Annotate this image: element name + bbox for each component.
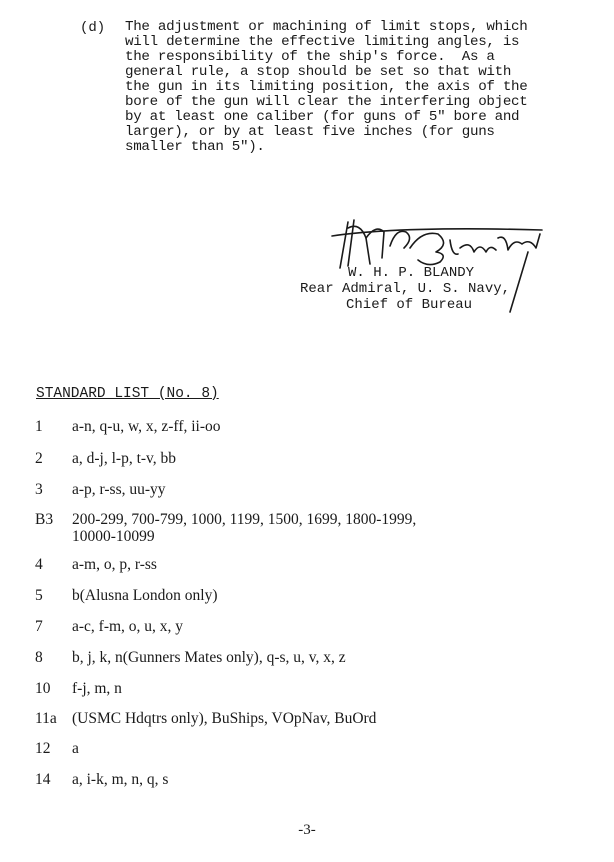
- paragraph-line: the responsibility of the ship's force. As a: [125, 49, 495, 65]
- signatory-office: Chief of Bureau: [346, 297, 473, 313]
- paragraph-line: by at least one caliber (for guns of 5" bore and: [125, 109, 520, 125]
- list-item-value: b, j, k, n(Gunners Mates only), q-s, u, v, x, z: [72, 649, 346, 666]
- paragraph-label: (d): [80, 20, 106, 36]
- list-item: [35, 649, 346, 666]
- signatory-name: W. H. P. BLANDY: [348, 265, 475, 281]
- list-item: [35, 618, 183, 635]
- page-number: -3-: [298, 822, 316, 838]
- paragraph-line: bore of the gun will clear the interfering object: [125, 94, 528, 110]
- paragraph-text: [125, 20, 595, 155]
- list-item-number: 12: [35, 740, 51, 757]
- list-item: [35, 418, 221, 435]
- paragraph-line: general rule, a stop should be set so that with: [125, 64, 512, 80]
- list-item: [35, 771, 168, 788]
- list-item-number: 5: [35, 587, 43, 604]
- list-item-number: 2: [35, 450, 43, 467]
- list-item-value: f-j, m, n: [72, 680, 122, 697]
- list-item-value: a, d-j, l-p, t-v, bb: [72, 450, 177, 467]
- list-item: [35, 556, 157, 573]
- list-item-value: a: [72, 740, 79, 757]
- signatory-title: Rear Admiral, U. S. Navy,: [300, 281, 511, 297]
- paragraph-line: smaller than 5").: [125, 139, 265, 155]
- list-item-number: B3: [35, 511, 54, 528]
- list-item-value: a-c, f-m, o, u, x, y: [72, 618, 184, 635]
- paragraph-line: larger), or by at least five inches (for guns: [125, 124, 495, 140]
- paragraph-line: the gun in its limiting position, the axis of the: [125, 79, 528, 95]
- list-item: [35, 587, 218, 604]
- list-item: [35, 680, 122, 697]
- list-item-number: 8: [35, 649, 43, 666]
- paragraph-line: The adjustment or machining of limit stops, which: [125, 19, 528, 35]
- list-item-value-continued: 10000-10099: [72, 528, 155, 545]
- list-item-value: a-m, o, p, r-ss: [72, 556, 157, 573]
- list-item-number: 10: [35, 680, 51, 697]
- list-item-number: 7: [35, 618, 43, 635]
- list-item-value: 200-299, 700-799, 1000, 1199, 1500, 1699, 1800-1999,: [72, 511, 417, 528]
- list-item-number: 1: [35, 418, 43, 435]
- list-item: [35, 511, 416, 545]
- paragraph-line: will determine the effective limiting angles, is: [125, 34, 520, 50]
- list-item-number: 3: [35, 481, 43, 498]
- list-item-value: b(Alusna London only): [72, 587, 218, 604]
- list-item-value: (USMC Hdqtrs only), BuShips, VOpNav, BuOrd: [72, 710, 377, 727]
- standard-list-heading: STANDARD LIST (No. 8): [36, 386, 219, 402]
- list-item: [35, 481, 166, 498]
- list-item: [35, 710, 376, 727]
- list-item: [35, 450, 176, 467]
- list-item-number: 11a: [35, 710, 57, 727]
- list-item-value: a-n, q-u, w, x, z-ff, ii-oo: [72, 418, 221, 435]
- list-item-value: a-p, r-ss, uu-yy: [72, 481, 166, 498]
- list-item-number: 14: [35, 771, 51, 788]
- list-item-number: 4: [35, 556, 43, 573]
- signature-block: [290, 208, 590, 328]
- list-item: [35, 740, 79, 757]
- list-item-value: a, i-k, m, n, q, s: [72, 771, 169, 788]
